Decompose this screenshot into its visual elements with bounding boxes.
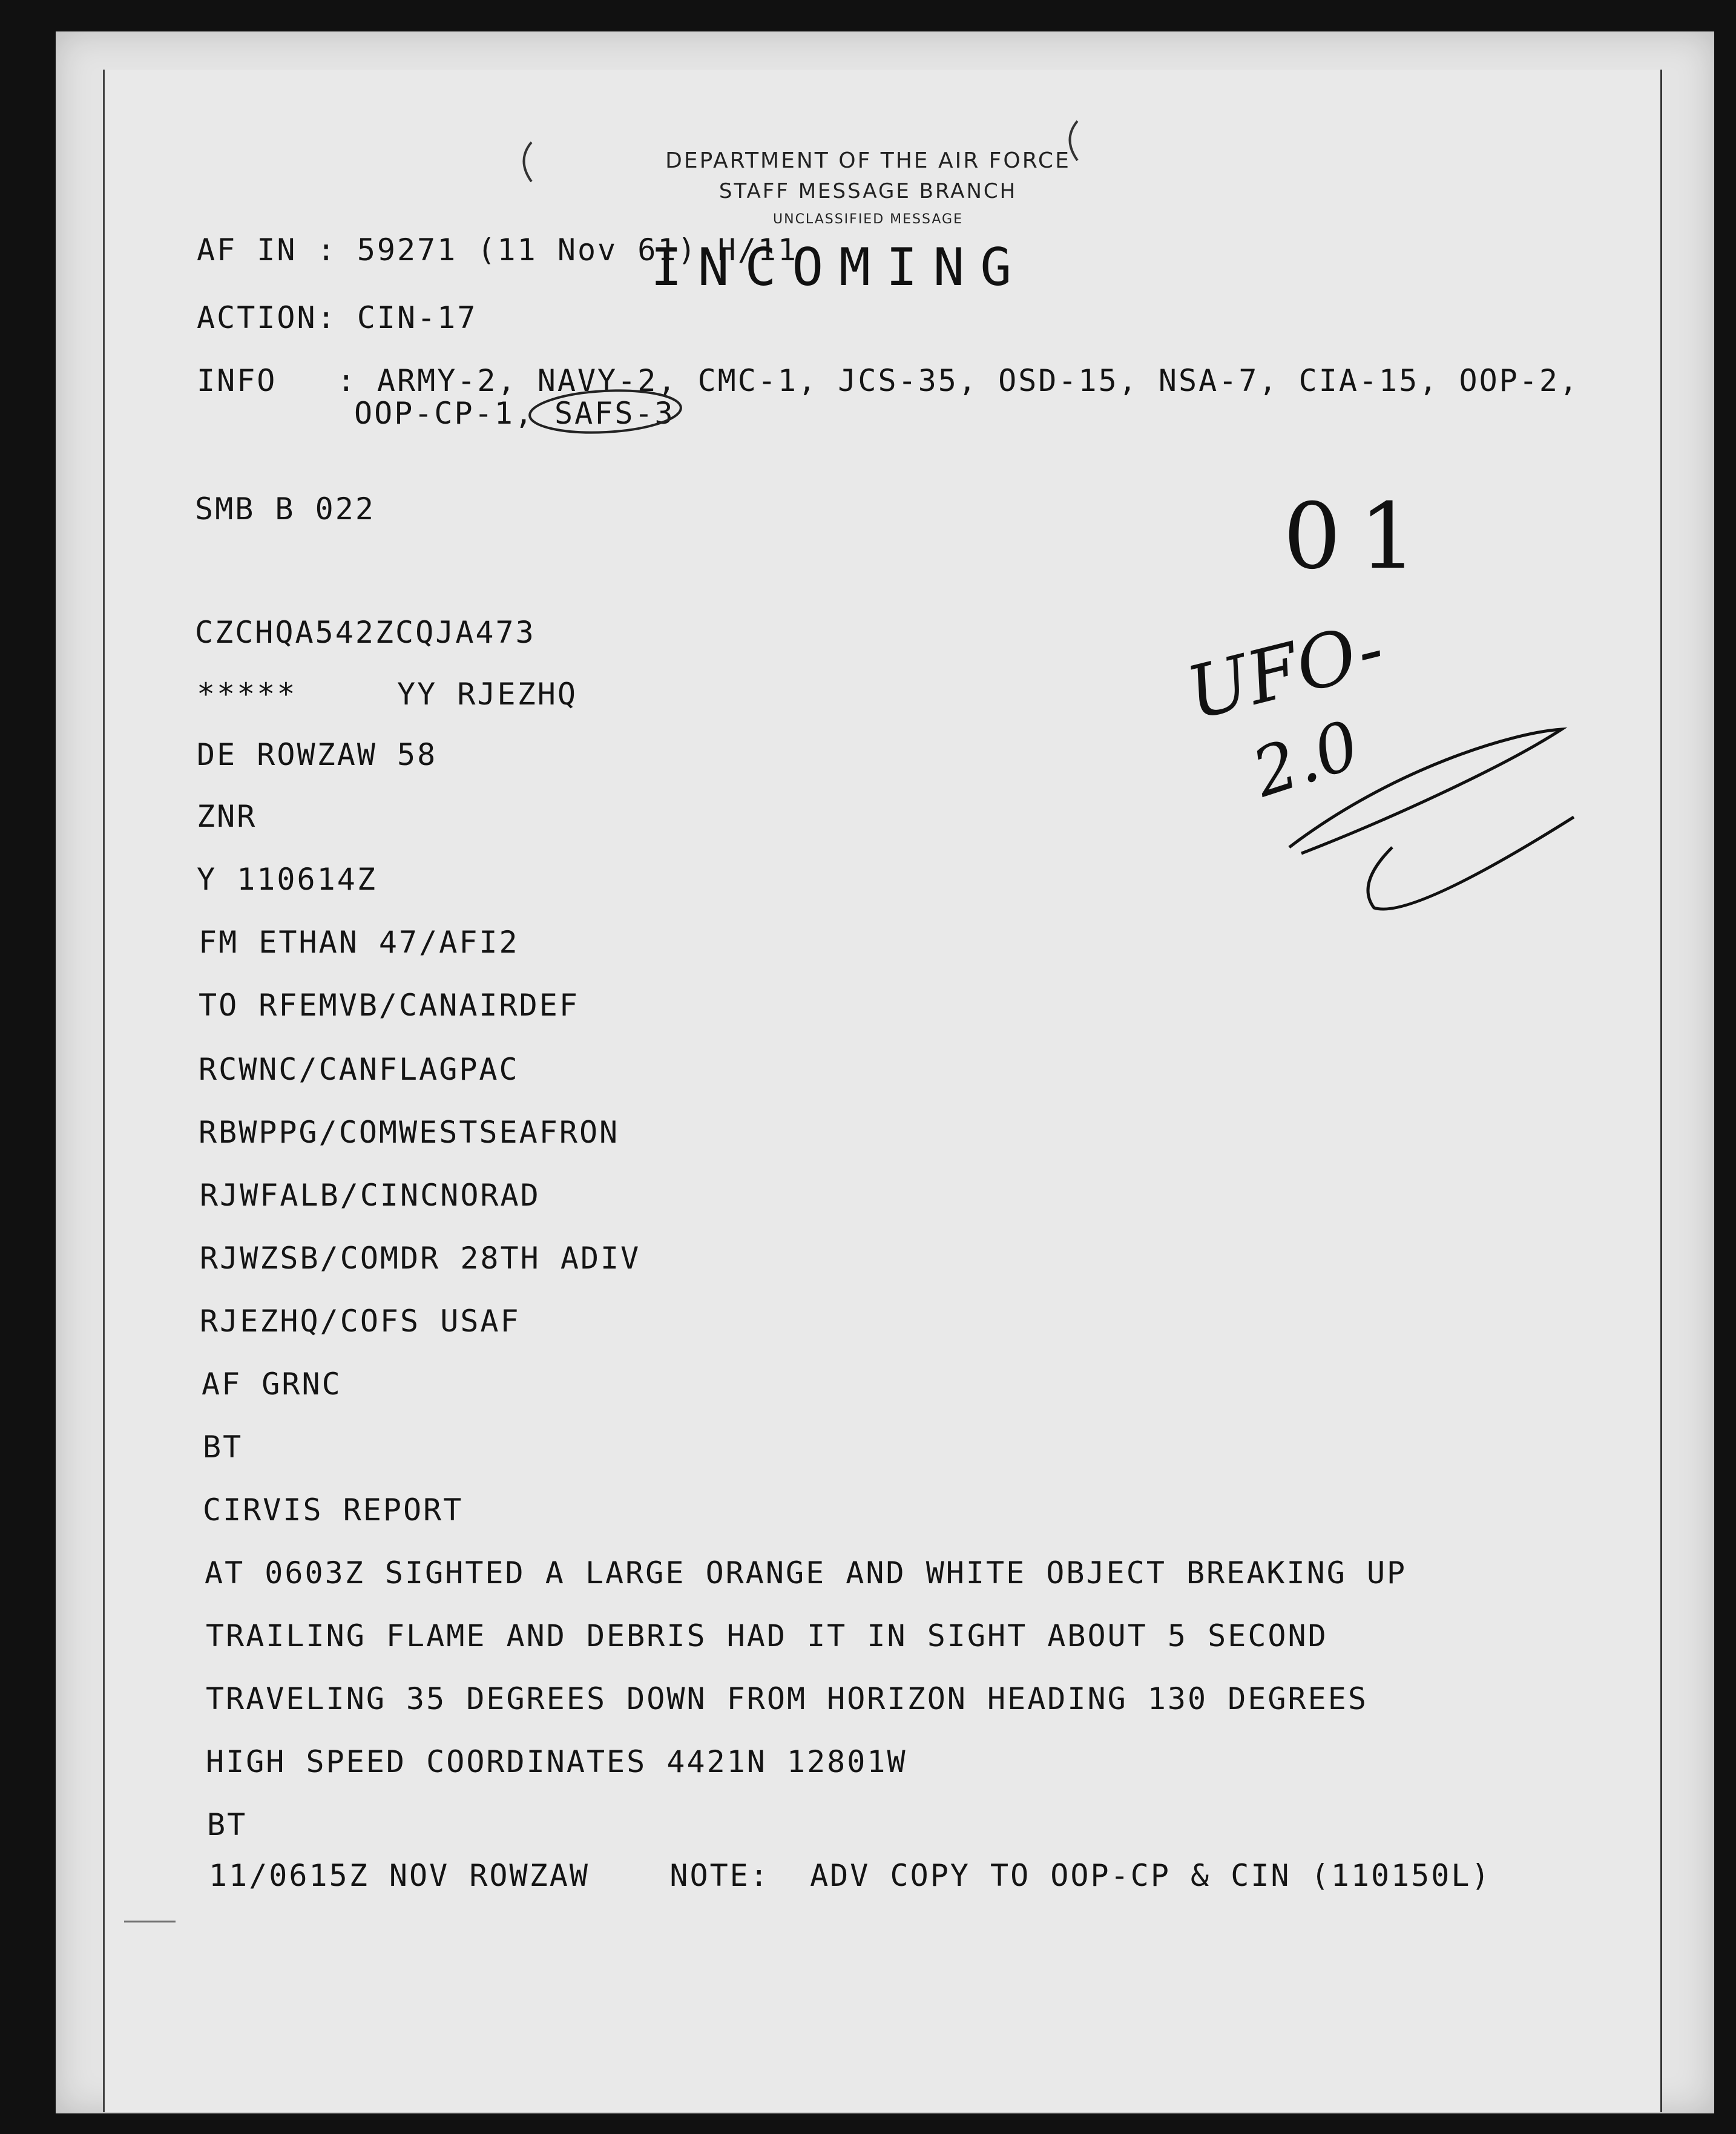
body-line: AF GRNC (202, 1367, 342, 1402)
body-line: RBWPPG/COMWESTSEAFRON (199, 1115, 620, 1150)
binder-mark-left (524, 142, 532, 182)
body-line: BT (203, 1430, 243, 1465)
body-line: TRAVELING 35 DEGREES DOWN FROM HORIZON HEADING 130 DEGREES (206, 1681, 1368, 1716)
body-line: RJWFALB/CINCNORAD (200, 1178, 541, 1213)
classification-label: UNCLASSIFIED MESSAGE (773, 212, 963, 227)
binder-mark-right (1070, 121, 1078, 160)
action-line: ACTION: CIN-17 (197, 300, 478, 335)
body-line: Y 110614Z (197, 862, 377, 897)
body-line: TO RFEMVB/CANAIRDEF (199, 988, 579, 1023)
body-line: CZCHQA542ZCQJA473 (195, 615, 536, 650)
body-line: DE ROWZAW 58 (197, 737, 438, 772)
pen-stroke-long (1289, 729, 1562, 853)
af-in-line: AF IN : 59271 (11 Nov 61) H/11 (197, 232, 798, 268)
pen-stroke-e (1368, 817, 1574, 909)
incoming-stamp: INCOMING (651, 237, 1028, 298)
body-line: RJWZSB/COMDR 28TH ADIV (200, 1241, 641, 1276)
handwritten-ufo: UFO- (1179, 606, 1392, 737)
handwritten-sub: 2.0 (1243, 706, 1369, 812)
body-line: 11/0615Z NOV ROWZAW NOTE: ADV COPY TO OOP-CP & CIN (110150L) (209, 1858, 1491, 1893)
body-line: ZNR (197, 799, 257, 834)
department-heading: DEPARTMENT OF THE AIR FORCE (665, 148, 1071, 173)
safs-circle (528, 387, 682, 436)
body-line: RCWNC/CANFLAGPAC (199, 1052, 519, 1087)
info-line-1: INFO : ARMY-2, NAVY-2, CMC-1, JCS-35, OSD-15, NSA-7, CIA-15, OOP-2, (197, 363, 1580, 398)
body-line: ***** YY RJEZHQ (197, 677, 577, 712)
info-line-2: OOP-CP-1, SAFS-3 (354, 396, 675, 431)
branch-heading: STAFF MESSAGE BRANCH (718, 179, 1018, 203)
body-line: BT (207, 1807, 248, 1842)
body-line: CIRVIS REPORT (203, 1492, 464, 1528)
body-line: FM ETHAN 47/AFI2 (199, 925, 519, 960)
body-line: RJEZHQ/COFS USAF (200, 1304, 521, 1339)
body-line: HIGH SPEED COORDINATES 4421N 12801W (206, 1744, 907, 1779)
body-line: TRAILING FLAME AND DEBRIS HAD IT IN SIGHT ABOUT 5 SECOND (206, 1618, 1328, 1653)
handwritten-01: 01 (1283, 484, 1435, 589)
body-line: AT 0603Z SIGHTED A LARGE ORANGE AND WHITE OBJECT BREAKING UP (205, 1555, 1407, 1591)
body-line: SMB B 022 (195, 491, 375, 527)
